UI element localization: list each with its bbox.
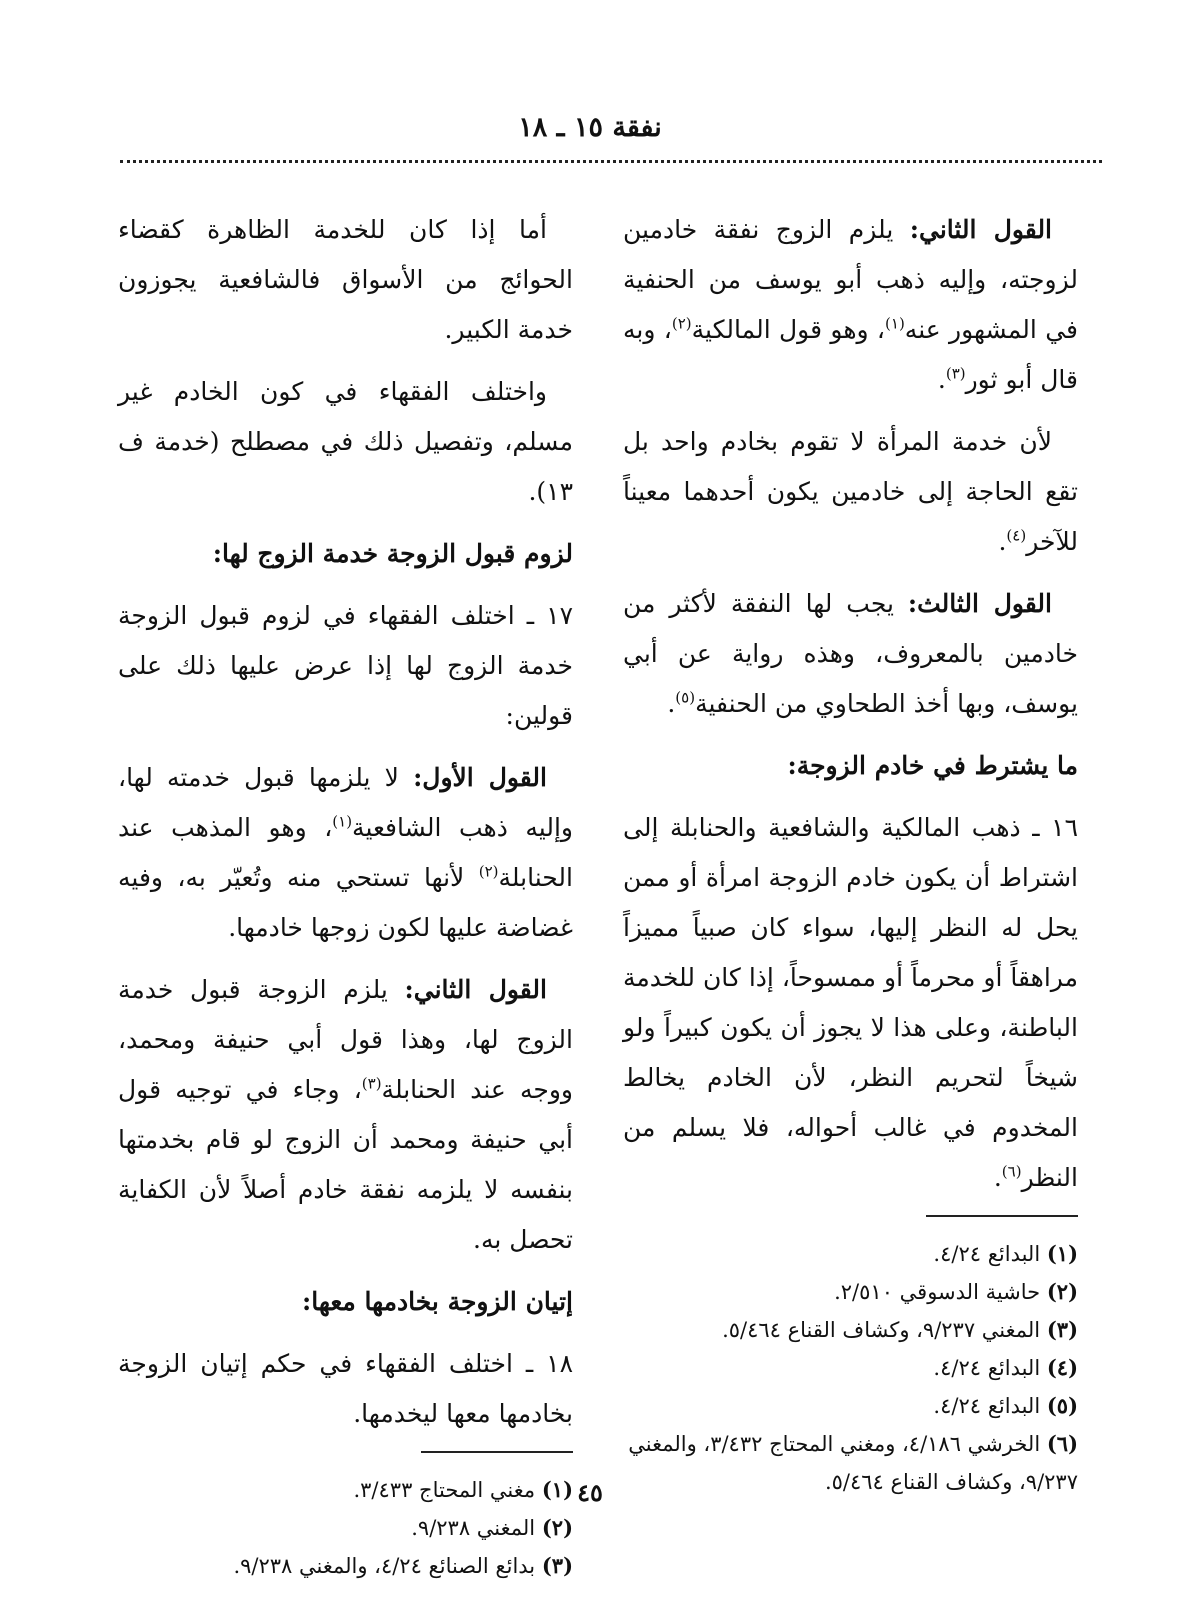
section-heading-bringing-servant: إتيان الزوجة بخادمها معها: xyxy=(301,1287,573,1316)
footnote-text: المغني ٩/٢٣٧، وكشاف القناع ٥/٤٦٤. xyxy=(722,1318,1041,1342)
footnote-ref: (٢) xyxy=(478,862,499,881)
paragraph-second-opinion-husband xyxy=(118,965,573,1265)
footnotes-right xyxy=(623,1235,1078,1501)
paragraph-text: ، وبه قال أبو ثور xyxy=(623,315,1078,394)
page-header-title: نفقة ١٥ ـ ١٨ xyxy=(518,112,662,143)
paragraph-text: ، وهو قول المالكية xyxy=(691,315,886,344)
opinion-label: القول الثاني: xyxy=(404,975,547,1004)
footnote-item xyxy=(623,1273,1078,1311)
footnote-text: البدائع ٤/٢٤. xyxy=(933,1394,1041,1418)
paragraph-external-service xyxy=(118,205,573,355)
paragraph-text: ١٨ ـ اختلف الفقهاء في حكم إتيان الزوجة بخادمها معها ليخدمها. xyxy=(118,1349,573,1428)
right-column xyxy=(623,205,1078,1501)
footnote-ref: (٣) xyxy=(361,1074,382,1093)
footnote-number: (١) xyxy=(541,1477,573,1502)
footnote-item xyxy=(623,1349,1078,1387)
footnote-number: (٣) xyxy=(541,1553,573,1578)
footnote-text: البدائع ٤/٢٤. xyxy=(933,1356,1041,1380)
paragraph-18 xyxy=(118,1339,573,1439)
footnote-ref: (٤) xyxy=(1006,526,1027,545)
footnote-text: حاشية الدسوقي ٢/٥١٠. xyxy=(834,1280,1041,1304)
footnote-text: مغني المحتاج ٣/٤٣٣. xyxy=(353,1478,536,1502)
footnote-item xyxy=(118,1547,573,1585)
section-heading-husband-service: لزوم قبول الزوجة خدمة الزوج لها: xyxy=(212,539,573,568)
footnote-ref: (١) xyxy=(885,314,905,333)
footnote-ref: (١) xyxy=(332,812,353,831)
footnote-number: (٣) xyxy=(1046,1317,1078,1342)
paragraph-third-opinion xyxy=(623,579,1078,729)
footnote-ref: (٦) xyxy=(1001,1162,1022,1181)
paragraph-text: لأنها تستحي منه وتُعيّر به، وفيه غضاضة عليها لكون زوجها خادمها. xyxy=(118,863,573,942)
footnote-ref: (٥) xyxy=(675,688,696,707)
paragraph-text: لا يلزمها قبول خدمته لها، وإليه ذهب الشافعية xyxy=(118,763,573,842)
header-dotted-rule xyxy=(120,160,1102,163)
footnote-item xyxy=(623,1311,1078,1349)
footnote-number: (٤) xyxy=(1046,1355,1078,1380)
opinion-label: القول الثاني: xyxy=(909,215,1053,244)
footnote-separator xyxy=(926,1215,1078,1217)
paragraph-reason xyxy=(623,417,1078,567)
footnote-number: (٢) xyxy=(541,1515,573,1540)
paragraph-text: . xyxy=(667,689,676,718)
footnote-text: الخرشي ٤/١٨٦، ومغني المحتاج ٣/٤٣٢، والمغني ٩/٢٣٧، وكشاف القناع ٥/٤٦٤. xyxy=(628,1432,1078,1494)
paragraph-text: . xyxy=(993,1163,1002,1192)
paragraph-text: أما إذا كان للخدمة الظاهرة كقضاء الحوائج من الأسواق فالشافعية يجوزون خدمة الكبير. xyxy=(118,215,573,344)
footnote-number: (١) xyxy=(1046,1241,1078,1266)
paragraph-17 xyxy=(118,591,573,741)
paragraph-first-opinion xyxy=(118,753,573,953)
opinion-label: القول الثالث: xyxy=(907,589,1052,618)
footnote-number: (٢) xyxy=(1046,1279,1078,1304)
paragraph-text: ، وجاء في توجيه قول أبي حنيفة ومحمد أن الزوج لو قام بخدمتها بنفسه لا يلزمه نفقة خادم أصلاً لأن الكفاية تحصل به. xyxy=(118,1075,573,1254)
paragraph-text: يلزم الزوجة قبول خدمة الزوج لها، وهذا قول أبي حنيفة ومحمد، ووجه عند الحنابلة xyxy=(118,975,573,1104)
paragraph-text: يجب لها النفقة لأكثر من خادمين بالمعروف، وهذه رواية عن أبي يوسف، وبها أخذ الطحاوي من الحنفية xyxy=(623,589,1078,718)
opinion-label: القول الأول: xyxy=(413,763,547,792)
page-number: ٤٥ xyxy=(577,1478,603,1507)
paragraph-text: ، وهو المذهب عند الحنابلة xyxy=(118,813,573,892)
footnote-item xyxy=(623,1235,1078,1273)
paragraph-text: ١٦ ـ ذهب المالكية والشافعية والحنابلة إلى اشتراط أن يكون خادم الزوجة امرأة أو ممن يحل له النظر إليها، سواء كان صبياً مميزاً مراهقاً أو محرماً أو ممسوحاً، إذا كان للخدمة الباطنة، وعلى هذا لا يجوز أن يكون كبيراً ولو شيخاً لتحريم النظر، لأن الخادم يخالط المخدوم في غالب أحواله، فلا يسلم من النظر xyxy=(623,813,1078,1192)
paragraph-text: . xyxy=(998,527,1007,556)
footnote-ref: (٣) xyxy=(945,364,966,383)
paragraph-16 xyxy=(623,803,1078,1203)
footnote-item xyxy=(623,1387,1078,1425)
paragraph-non-muslim-servant xyxy=(118,367,573,517)
paragraph-text: ١٧ ـ اختلف الفقهاء في لزوم قبول الزوجة خدمة الزوج لها إذا عرض عليها ذلك على قولين: xyxy=(118,601,573,730)
footnote-text: البدائع ٤/٢٤. xyxy=(933,1242,1041,1266)
paragraph-text: . xyxy=(937,365,946,394)
footnote-text: بدائع الصنائع ٤/٢٤، والمغني ٩/٢٣٨. xyxy=(233,1554,536,1578)
footnote-number: (٦) xyxy=(1046,1431,1078,1456)
footnote-item xyxy=(118,1509,573,1547)
footnote-separator xyxy=(421,1451,573,1453)
paragraph-second-opinion xyxy=(623,205,1078,405)
paragraph-text: يلزم الزوج نفقة خادمين لزوجته، وإليه ذهب أبو يوسف من الحنفية في المشهور عنه xyxy=(623,215,1078,344)
paragraph-text: لأن خدمة المرأة لا تقوم بخادم واحد بل تقع الحاجة إلى خادمين يكون أحدهما معيناً للآخر xyxy=(623,427,1078,556)
paragraph-text: واختلف الفقهاء في كون الخادم غير مسلم، وتفصيل ذلك في مصطلح (خدمة ف ١٣). xyxy=(118,377,573,506)
footnote-number: (٥) xyxy=(1046,1393,1078,1418)
footnote-ref: (٢) xyxy=(671,314,692,333)
footnote-text: المغني ٩/٢٣٨. xyxy=(411,1516,536,1540)
section-heading-servant-conditions: ما يشترط في خادم الزوجة: xyxy=(787,751,1078,780)
left-column xyxy=(118,205,573,1585)
